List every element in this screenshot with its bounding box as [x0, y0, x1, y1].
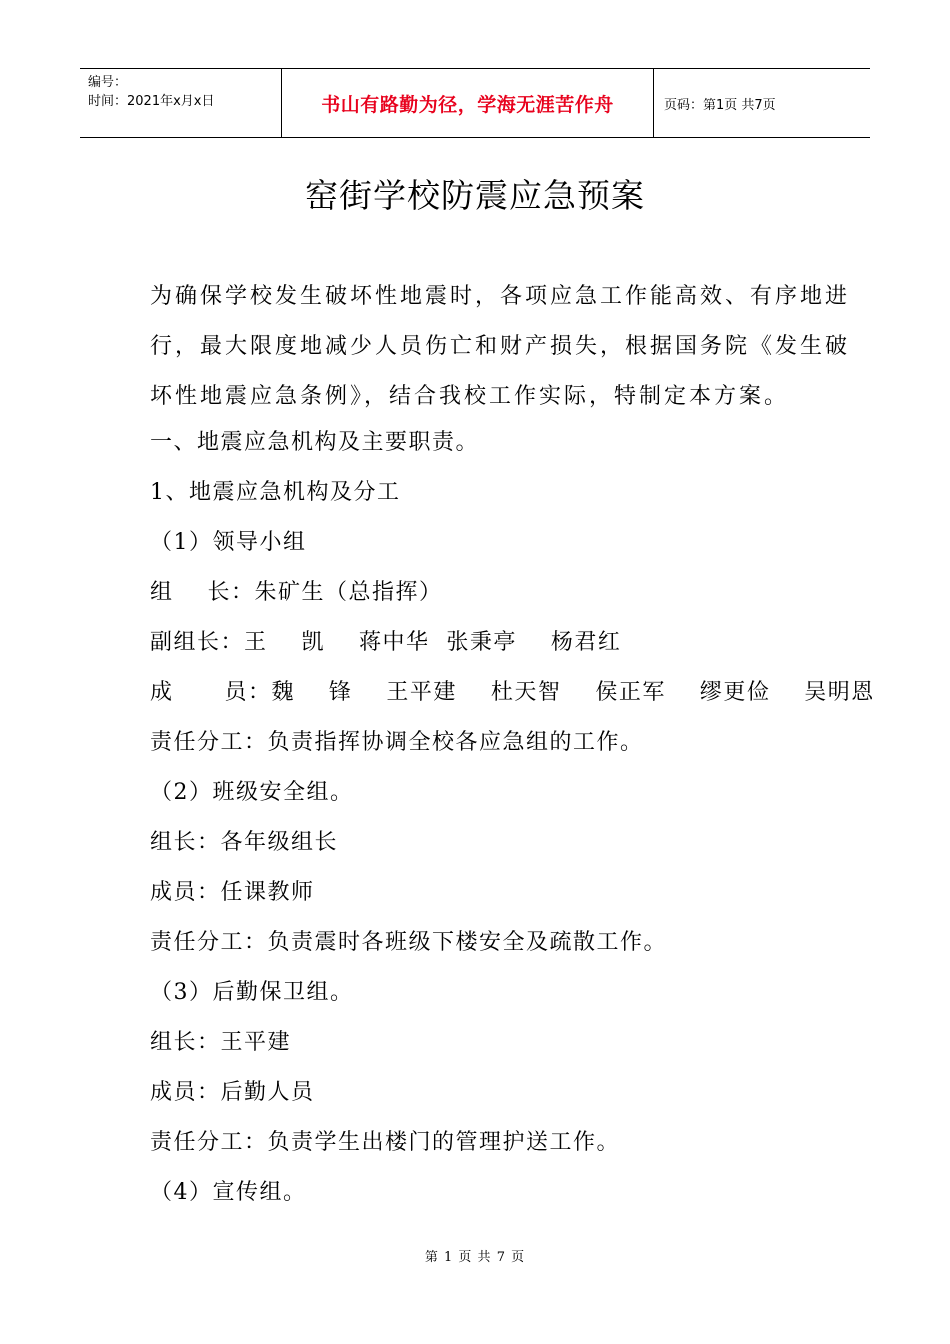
- group-heading: （1）领导小组: [150, 530, 307, 555]
- body-line: 副组长：王 凯 蒋中华 张秉亭 杨君红: [150, 630, 622, 655]
- body-line: 成员：后勤人员: [150, 1080, 315, 1105]
- group-heading: （4）宣传组。: [150, 1180, 307, 1205]
- group-heading: （2）班级安全组。: [150, 780, 354, 805]
- body-line: 组长：王平建: [150, 1030, 292, 1055]
- subsection-heading: 1、地震应急机构及分工: [150, 480, 401, 505]
- section-heading: 一、地震应急机构及主要职责。: [150, 430, 480, 455]
- body-line: 责任分工：负责指挥协调全校各应急组的工作。: [150, 730, 644, 755]
- group-heading: （3）后勤保卫组。: [150, 980, 354, 1005]
- body-line: 责任分工：负责学生出楼门的管理护送工作。: [150, 1130, 621, 1155]
- document-header: [80, 68, 870, 138]
- time-label: 时间：2021年x月x日: [88, 94, 215, 109]
- body-line: 组长：各年级组长: [150, 830, 339, 855]
- body-line: 成员：任课教师: [150, 880, 315, 905]
- header-meta: [80, 69, 281, 137]
- number-label: 编号：: [88, 75, 128, 90]
- page-footer: 第 1 页 共 7 页: [424, 1250, 526, 1265]
- header-motto: 书山有路勤为径，学海无涯苦作舟: [281, 69, 654, 137]
- intro-paragraph: [90, 272, 860, 422]
- body-line: 组 长：朱矿生（总指挥）: [150, 580, 443, 605]
- intro-text: 为确保学校发生破坏性地震时，各项应急工作能高效、有序地进行，最大限度地减少人员伤亡和财产损失，根据国务院《发生破坏性地震应急条例》，结合我校工作实际，特制定本方案。: [150, 284, 851, 409]
- document-title: 窑街学校防震应急预案: [305, 176, 645, 215]
- header-page-info: 页码：第1页 共7页: [664, 97, 776, 113]
- body-line: 成 员：魏 锋 王平建 杜天智 侯正军 缪更俭 吴明恩: [150, 680, 875, 705]
- body-line: 责任分工：负责震时各班级下楼安全及疏散工作。: [150, 930, 668, 955]
